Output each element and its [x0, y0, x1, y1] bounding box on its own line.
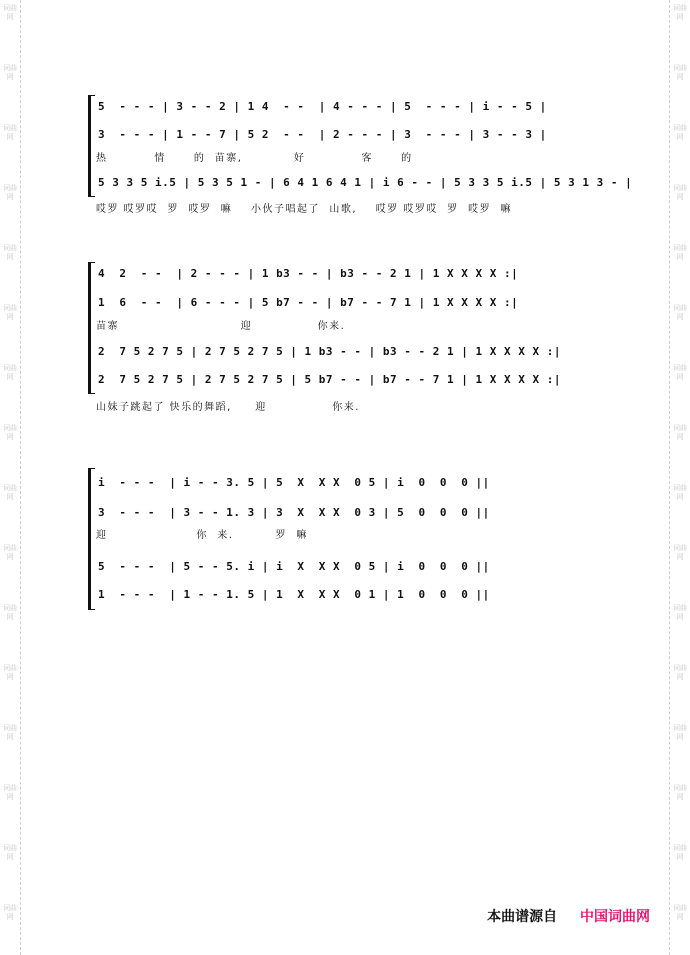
notation-line: 3 - - - | 3 - - 1. 3 | 3 X X X 0 3 | 5 0 0 0 ||	[98, 506, 490, 519]
notation-line: 5 - - - | 3 - - 2 | 1 4 - - | 4 - - - | 5 - - - | i - - 5 |	[98, 100, 547, 113]
watermark-text: 词曲网	[673, 784, 687, 801]
watermark-text: 词曲网	[3, 244, 17, 261]
watermark-text: 词曲网	[3, 664, 17, 681]
notation-line: i - - - | i - - 3. 5 | 5 X X X 0 5 | i 0 0 0 ||	[98, 476, 490, 489]
lyric-line: 苗寨 迎 你来.	[96, 321, 346, 332]
left-margin-watermark-strip	[0, 0, 21, 955]
watermark-text: 词曲网	[673, 724, 687, 741]
notation-line: 5 - - - | 5 - - 5. i | i X X X 0 5 | i 0 0 0 ||	[98, 560, 490, 573]
watermark-text: 词曲网	[3, 124, 17, 141]
notation-line: 1 6 - - | 6 - - - | 5 b7 - - | b7 - - 7 1 | 1 X X X X :|	[98, 296, 519, 309]
watermark-text: 词曲网	[3, 904, 17, 921]
watermark-text: 词曲网	[673, 304, 687, 321]
lyric-line: 哎罗 哎罗哎 罗 哎罗 嘛 小伙子唱起了 山歌, 哎罗 哎罗哎 罗 哎罗 嘛	[96, 204, 512, 215]
source-credit	[487, 906, 650, 926]
watermark-text: 词曲网	[673, 244, 687, 261]
watermark-text: 词曲网	[673, 184, 687, 201]
watermark-text: 词曲网	[3, 724, 17, 741]
watermark-text: 词曲网	[673, 424, 687, 441]
notation-line: 2 7 5 2 7 5 | 2 7 5 2 7 5 | 1 b3 - - | b3 - - 2 1 | 1 X X X X :|	[98, 345, 561, 358]
system-brace	[88, 95, 95, 197]
watermark-text: 词曲网	[3, 304, 17, 321]
lyric-line: 山妹子跳起了 快乐的舞蹈, 迎 你来.	[96, 402, 360, 413]
notation-line: 1 - - - | 1 - - 1. 5 | 1 X X X 0 1 | 1 0 0 0 ||	[98, 588, 490, 601]
watermark-text: 词曲网	[673, 604, 687, 621]
watermark-text: 词曲网	[673, 544, 687, 561]
watermark-text: 词曲网	[3, 604, 17, 621]
watermark-text: 词曲网	[3, 4, 17, 21]
notation-line: 4 2 - - | 2 - - - | 1 b3 - - | b3 - - 2 1 | 1 X X X X :|	[98, 267, 519, 280]
watermark-text: 词曲网	[3, 784, 17, 801]
site-name-link[interactable]: 中国词曲网	[580, 909, 650, 925]
source-label: 本曲谱源自	[487, 909, 558, 925]
score-system-1	[88, 95, 633, 220]
system-brace	[88, 468, 95, 610]
score-system-2	[88, 262, 608, 412]
notation-line: 2 7 5 2 7 5 | 2 7 5 2 7 5 | 5 b7 - - | b7 - - 7 1 | 1 X X X X :|	[98, 373, 561, 386]
lyric-line: 迎 你 来. 罗 嘛	[96, 530, 308, 541]
lyric-line: 热 情 的 苗寨, 好 客 的	[96, 153, 413, 164]
watermark-text: 词曲网	[673, 4, 687, 21]
watermark-text: 词曲网	[3, 364, 17, 381]
watermark-text: 词曲网	[673, 124, 687, 141]
watermark-text: 词曲网	[673, 664, 687, 681]
right-margin-watermark-strip	[669, 0, 690, 955]
watermark-text: 词曲网	[3, 64, 17, 81]
watermark-text: 词曲网	[673, 484, 687, 501]
watermark-text: 词曲网	[3, 484, 17, 501]
watermark-text: 词曲网	[3, 184, 17, 201]
watermark-text: 词曲网	[673, 64, 687, 81]
watermark-text: 词曲网	[673, 904, 687, 921]
watermark-text: 词曲网	[673, 844, 687, 861]
notation-line: 5 3 3 5 i.5 | 5 3 5 1 - | 6 4 1 6 4 1 | i 6 - - | 5 3 3 5 i.5 | 5 3 1 3 - |	[98, 176, 633, 189]
watermark-text: 词曲网	[3, 424, 17, 441]
watermark-text: 词曲网	[673, 364, 687, 381]
system-brace	[88, 262, 95, 394]
notation-line: 3 - - - | 1 - - 7 | 5 2 - - | 2 - - - | 3 - - - | 3 - - 3 |	[98, 128, 547, 141]
watermark-text: 词曲网	[3, 544, 17, 561]
score-system-3	[88, 468, 608, 613]
watermark-text: 词曲网	[3, 844, 17, 861]
